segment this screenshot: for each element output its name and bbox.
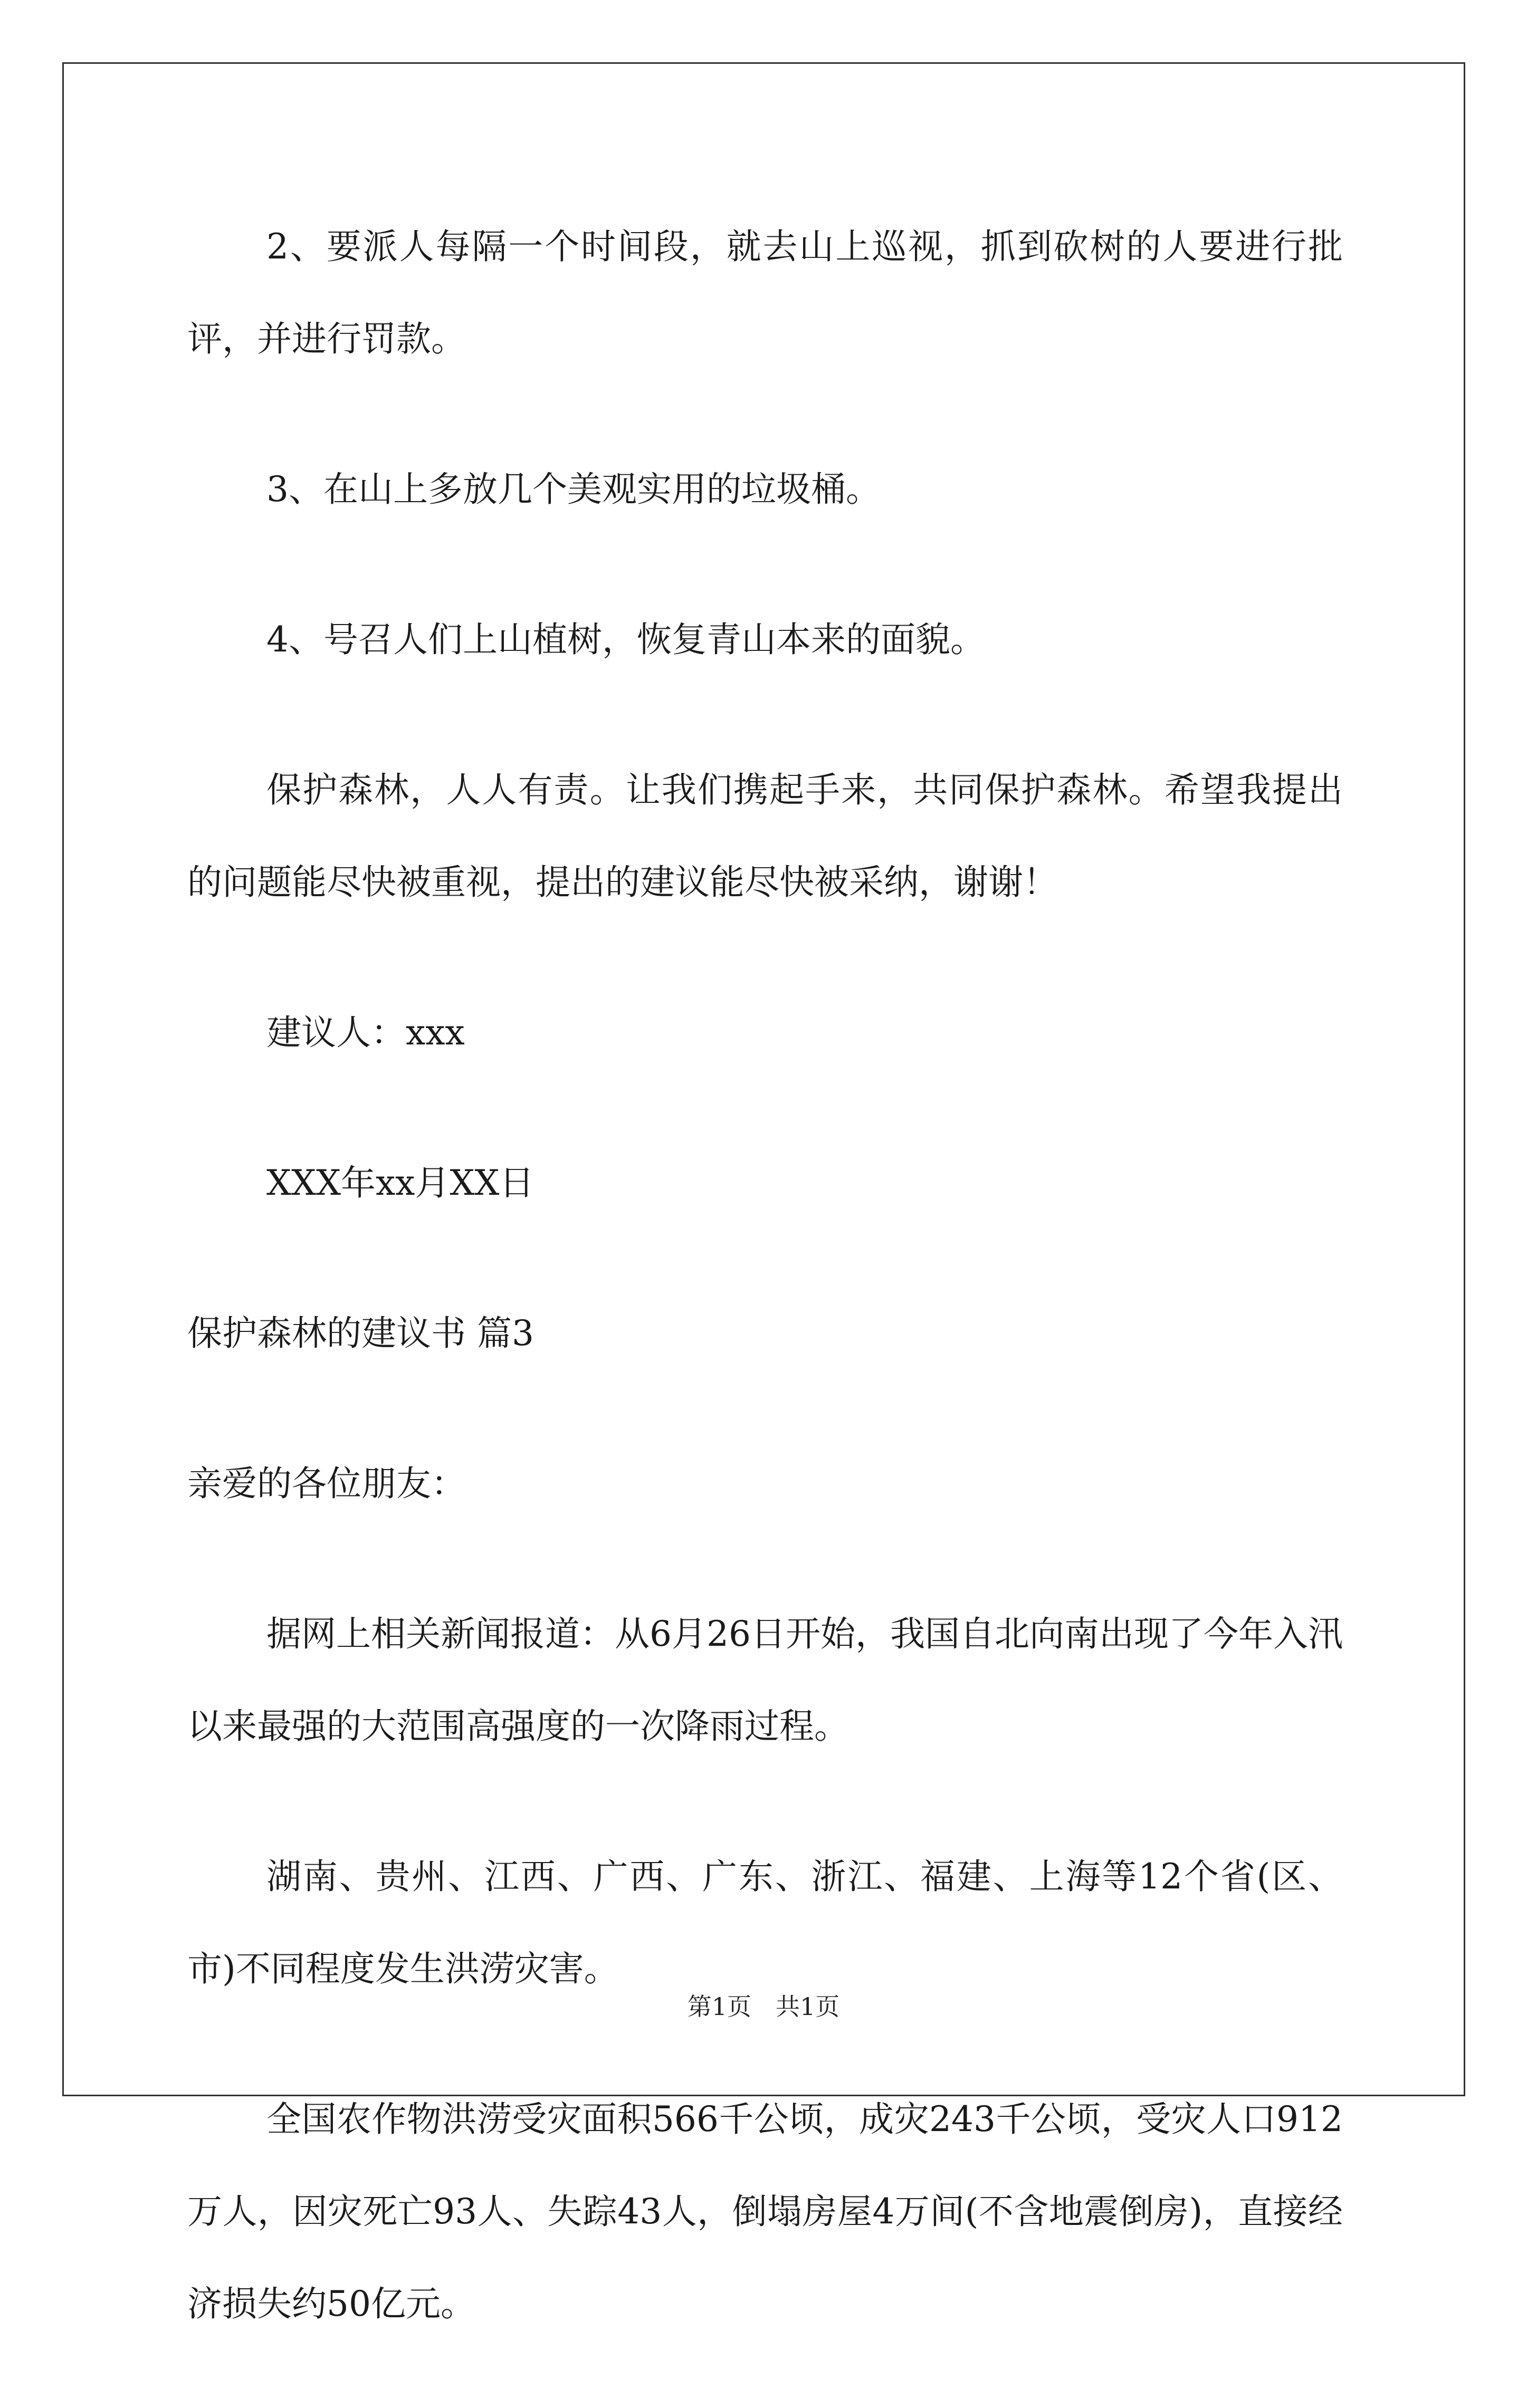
document-body <box>187 200 1343 2408</box>
salutation: 亲爱的各位朋友： <box>187 1463 466 1504</box>
page-footer: 第1页 共1页 <box>687 1992 840 2021</box>
section-heading: 保护森林的建议书 篇3 <box>187 1313 534 1354</box>
paragraph-suggestion-4: 4、号召人们上山植树，恢复青山本来的面貌。 <box>266 619 985 660</box>
paragraph-news-report: 据网上相关新闻报道：从6月26日开始，我国自北向南出现了今年入汛以来最强的大范围高强度的一次降雨过程。 <box>187 1614 1343 1747</box>
paragraph-closing: 保护森林，人人有责。让我们携起手来，共同保护森林。希望我提出的问题能尽快被重视，提出的建议能尽快被采纳，谢谢！ <box>187 770 1343 903</box>
date-line: XXX年xx月XX日 <box>266 1163 535 1203</box>
paragraph-suggestion-2: 2、要派人每隔一个时间段，就去山上巡视，抓到砍树的人要进行批评，并进行罚款。 <box>187 226 1343 359</box>
paragraph-suggestion-3: 3、在山上多放几个美观实用的垃圾桶。 <box>266 469 881 510</box>
paragraph-affected-regions: 湖南、贵州、江西、广西、广东、浙江、福建、上海等12个省(区、市)不同程度发生洪涝灾害。 <box>187 1856 1343 1989</box>
paragraph-damage-statistics: 全国农作物洪涝受灾面积566千公顷，成灾243千公顷，受灾人口912万人，因灾死亡93人、失踪43人，倒塌房屋4万间(不含地震倒房)，直接经济损失约50亿元。 <box>187 2099 1343 2324</box>
signature-line: 建议人：xxx <box>266 1012 465 1053</box>
